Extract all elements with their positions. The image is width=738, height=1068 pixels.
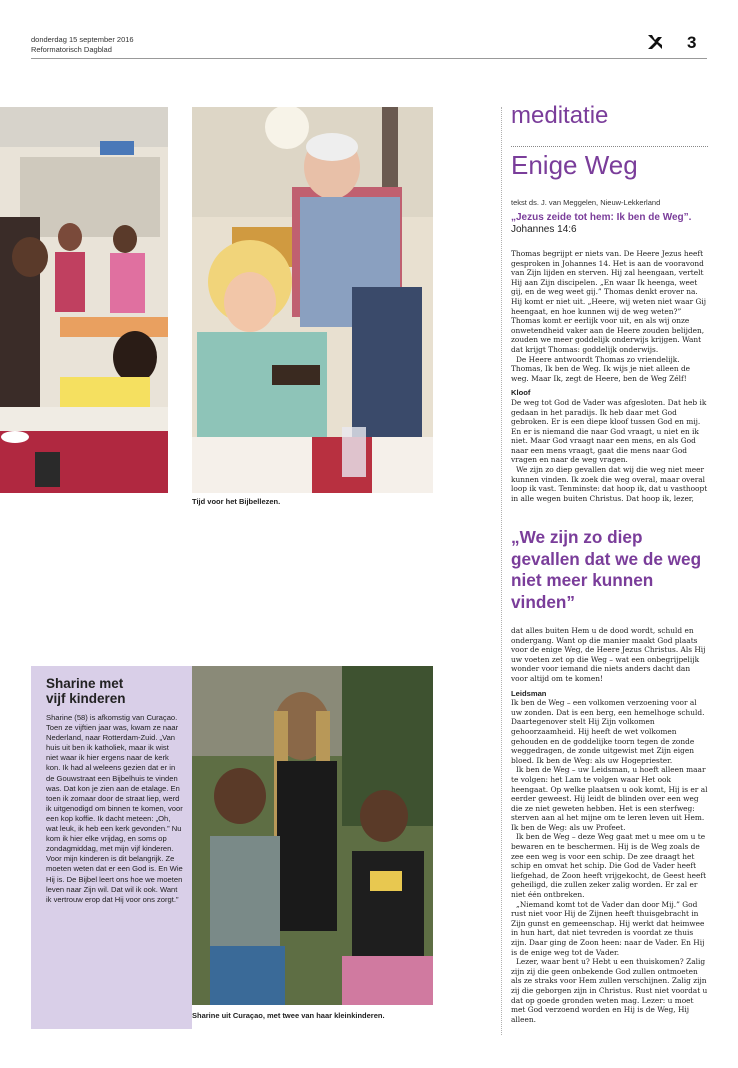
header-rule: [31, 58, 707, 59]
sidebar-text: [46, 713, 183, 905]
section-heading-leidsman: Leidsman: [511, 688, 547, 698]
sidebar-title-line2: vijf kinderen: [46, 691, 126, 706]
intro-paragraph-2: De Heere antwoordt Thomas zo vriendelijk. Thomas, Ik ben de Weg. Ik wijs je niet alleen de weg. Maar Ik, zegt de Heere, ben de Weg Zélf!: [511, 354, 691, 383]
masthead-date: donderdag 15 september 2016: [31, 35, 134, 44]
leidsman-paragraph-5: Lezer, waar bent u? Hebt u een thuiskomen? Zalig zijn zij die geen onbekende God zullen ontmoeten als ze straks voor Hem zullen verschijnen. Zalig zijn zij die geborgen zijn in Christus. Rust niet voordat u dat op goede gronden weten mag. Lezer: u moet met God verzoend worden en Hij is de Weg, Hij alleen.: [511, 957, 708, 1024]
article-body-bottom: [511, 626, 708, 1024]
sidebar-title: [46, 676, 186, 706]
pull-quote: „We zijn zo diep gevallen dat we de weg niet meer kunnen vinden”: [511, 527, 702, 612]
kicker-rule: [511, 146, 708, 147]
after-quote-paragraph: dat alles buiten Hem u de dood wordt, schuld en ondergang. Want op die manier maakt God plaats voor de enige Weg, de Heere Jezus Christus. Als Hij uw voeten zet op die Weg – wat een onbegrijpelijk wonder voor iemand die niets anders dacht dan voor altijd om te komen!: [511, 626, 706, 683]
community-room-illustration: [0, 107, 168, 493]
leidsman-paragraph-3: Ik ben de Weg – deze Weg gaat met u mee om u te bewaren en te beschermen. Hij is de Weg zoals de zee een weg is voor een schip. De zee draagt het schip en omvat het schip. Die God de Vader heeft liefgehad, de Zoon heeft vrijgekocht, de Geest heeft geheiligd, die zullen zeker zalig worden. Er zal er niet één ontbreken.: [511, 832, 707, 900]
newspaper-logo-icon: [646, 33, 664, 51]
intro-paragraph-1: Thomas begrijpt er niets van. De Heere Jezus heeft gesproken in Johannes 14. Het is aan de vooravond van Zijn lijden en sterven. Hij zal heengaan, vertelt Hij aan Zijn discipelen. „En waar Ik heenga, weet gij, en de weg weet gij.” Thomas denkt erover na. Hij komt er niet uit. „Heere, wij weten niet waar Gij heengaat, en hoe kunnen wij de weg weten?” Thomas komt er eerlijk voor uit, en als wij onze onwetendheid vaker aan de Heere zouden belijden, zouden we meer goddelijk onderwijs krijgen. Want dat krijgt Thomas: goddelijk onderwijs.: [511, 249, 707, 354]
bible-verse: [511, 212, 708, 236]
family-illustration: [192, 666, 433, 1005]
leidsman-paragraph-4: „Niemand komt tot de Vader dan door Mij.” God rust niet voor Hij de Zijnen heeft thuisgebracht in Zijn gunst en gemeenschap. Hij werkt dat heimwee in hun hart, dat niet tevreden is voordat ze thuis zijn. Daar ging de Zoon heen: naar de Vader. En Hij is de enige weg tot de Vader.: [511, 899, 705, 957]
bible-reading-photo: [192, 107, 433, 493]
bible-reading-caption: Tijd voor het Bijbellezen.: [192, 497, 281, 506]
section-heading-kloof: Kloof: [511, 388, 531, 398]
family-photo: [192, 666, 433, 1005]
verse-reference: Johannes 14:6: [511, 224, 577, 235]
bible-reading-illustration: [192, 107, 433, 493]
sidebar-title-line1: Sharine met: [46, 676, 124, 691]
kloof-paragraph-1: De weg tot God de Vader was afgesloten. Dat heb ik gedaan in het paradijs. Ik heb daar met God gebroken. Er is een diepe kloof tussen God en mij. En er is niemand die naar God vraagt, u niet en ik niet. Maar God vraagt naar een mens, en als God naar een mens vraagt, gaat die mens naar God vragen en naar de weg vragen.: [511, 397, 707, 465]
leidsman-paragraph-2: Ik ben de Weg – uw Leidsman, u hoeft alleen maar te volgen: het Lam te volgen waar Het ook heengaat. Op welke plaatsen u ook komt, Hij is er al eerder geweest. Hij leidt de blinden over een weg die ze niet geweten hebben. Het is een sterfweg: sterven aan al het mijne om te leren leven uit Hem. Ik ben de Weg: als uw Profeet.: [511, 765, 708, 832]
article-byline: tekst ds. J. van Meggelen, Nieuw-Lekkerland: [511, 198, 661, 207]
verse-quote: „Jezus zeide tot hem: Ik ben de Weg”.: [511, 212, 692, 223]
page-number: 3: [687, 33, 697, 52]
column-divider: [501, 107, 502, 1035]
article-headline: Enige Weg: [511, 150, 638, 180]
family-caption: Sharine uit Curaçao, met twee van haar kleinkinderen.: [192, 1011, 385, 1020]
leidsman-paragraph-1: Ik ben de Weg – een volkomen verzoening voor al uw zonden. Dat is een berg, een hemelhoge schuld. Daartegenover stelt Hij Zijn volkomen gehoorzaamheid. Hij heeft de wet volkomen gehouden en de goddelijke toorn tegen de zonde weggedragen, de zonde uitgewist met Zijn eigen bloed. Ik ben de Weg: als uw Hogepriester.: [511, 698, 705, 765]
section-kicker: meditatie: [511, 102, 609, 129]
kloof-paragraph-2: We zijn zo diep gevallen dat wij die weg niet meer kunnen vinden. Ik zoek die weg overal, maar overal loop ik vast. Tenminste: dat hoop ik, dat u vasthoopt in alle wegen buiten Christus. Dat hoop ik, lezer,: [511, 465, 708, 503]
masthead-date-block: [31, 35, 134, 55]
community-room-photo: [0, 107, 168, 493]
masthead-newspaper: Reformatorisch Dagblad: [31, 45, 112, 54]
article-body-top: [511, 249, 708, 503]
sidebar-paragraph: Sharine (58) is afkomstig van Curaçao. Toen ze vijftien jaar was, kwam ze naar Nederland, naar Rotterdam-Zuid. „Van huis uit ben ik katholiek, maar ik wist niet waar ik hier ergens naar de kerk kon. Ik had al weleens gezien dat er in de Gouwstraat een Bijbelhuis te vinden was. Dat kon je zien aan de etalage. En toen ik zomaar door de straat liep, werd ik uitgenodigd om binnen te komen, voor een kop koffie. Ik dacht meteen: „Oh, wat leuk, ik heb een kerk gevonden.” Nu kom ik hier elke vrijdag, en soms op zondagmiddag, met mijn vijf kinderen. Voor mijn kinderen is dit belangrijk. Ze moeten weten dat er een God is. En Wie Hij is. De Bijbel leert ons hoe we moeten leven naar Zijn wil. Dat wil ik ook. Want ik vertrouw erop dat Hij voor ons zorgt.”: [46, 713, 183, 904]
